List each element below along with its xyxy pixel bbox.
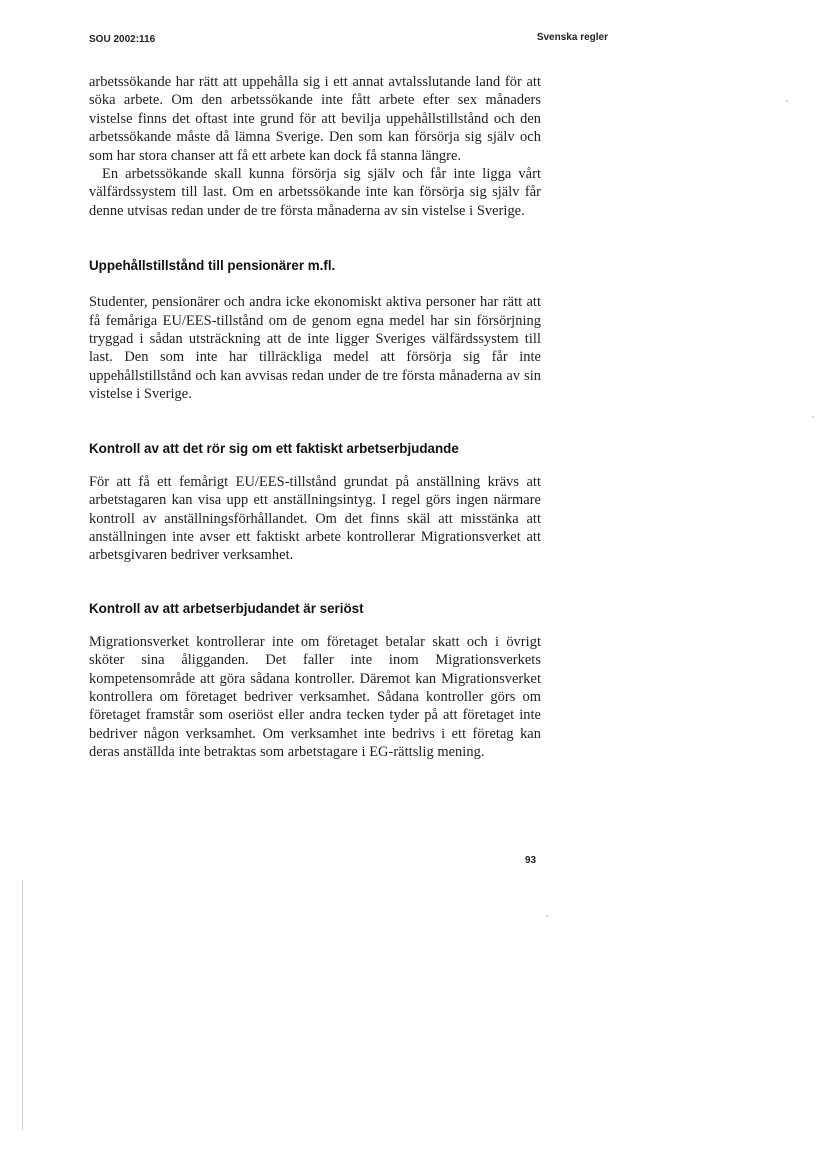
- scan-speck: [812, 416, 814, 418]
- paragraph: En arbetssökande skall kunna försörja sig själv och får inte ligga vårt välfärdssystem till last. Om en arbetssökande inte kan försörja sig själv får denne utvisas redan under de tre första månaderna av sin vistelse i Sverige.: [89, 166, 541, 219]
- page-number: 93: [525, 855, 537, 866]
- paragraph: Migrationsverket kontrollerar inte om företaget betalar skatt och i övrigt sköter sina åligganden. Det faller inte inom Migrationsverkets kompetensområde att göra sådana kontroller. Däremot kan Migrationsverket kontrollera om företaget bedriver verksamhet. Sådana kontroller görs om företaget framstår som oseriöst eller andra tecken tyder på att företaget inte bedriver någon verksamhet. Om verksamhet inte bedrivs i ett företag kan deras anställda inte betraktas som arbetstagare i EG-rättslig mening.: [89, 633, 541, 761]
- running-header-right: Svenska regler: [536, 32, 608, 43]
- scan-speck: [786, 100, 788, 102]
- section-heading: Kontroll av att det rör sig om ett faktiskt arbetserbjudande: [89, 440, 459, 456]
- scan-speck: [546, 915, 548, 917]
- paragraph: För att få ett femårigt EU/EES-tillstånd grundat på anställning krävs att arbetstagaren kan visa upp ett anställningsintyg. I regel görs ingen närmare kontroll av anställningsförhållandet. Om det finns skäl att misstänka att anställningen inte avser ett faktiskt arbete kontrollerar Migrationsverket att arbetsgivaren bedriver verksamhet.: [89, 473, 541, 564]
- section-heading: Uppehållstillstånd till pensionärer m.fl.: [89, 258, 336, 274]
- page-body: [89, 73, 541, 762]
- paragraph: Studenter, pensionärer och andra icke ekonomiskt aktiva personer har rätt att få femåriga EU/EES-tillstånd om de genom egna medel har sin försörjning tryggad i sådan utsträckning att de inte ligger Sveriges välfärdssystem till last. Den som inte har tillräckliga medel att försörja sig får inte uppehållstillstånd och kan avvisas redan under de tre första månaderna av sin vistelse i Sverige.: [89, 294, 541, 403]
- running-header-left: SOU 2002:116: [89, 34, 156, 45]
- paragraph: arbetssökande har rätt att uppehålla sig i ett annat avtalsslutande land för att söka arbete. Om den arbetssökande inte fått arbete efter sex månaders vistelse finns det oftast inte grund för att bevilja uppehållstillstånd och den arbetssökande måste då lämna Sverige. Den som kan försörja sig själv och som har stora chanser att få ett arbete kan dock få stanna längre.: [89, 74, 541, 164]
- section-heading: Kontroll av att arbetserbjudandet är seriöst: [89, 600, 364, 616]
- scan-edge-mark: [22, 880, 23, 1130]
